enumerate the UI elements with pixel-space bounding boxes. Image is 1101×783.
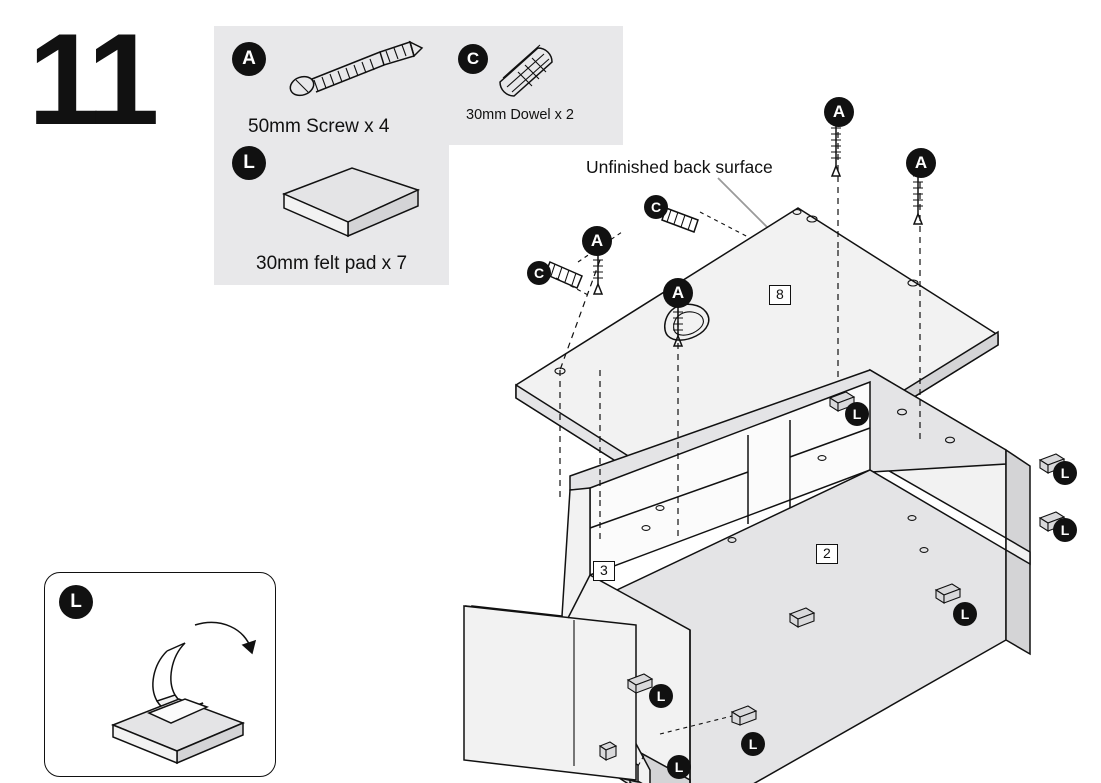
assembly-badge-a-3: A <box>582 226 612 256</box>
step-number: 11 <box>28 6 154 152</box>
felt-pad-detail-card <box>44 572 276 777</box>
assembly-badge-c-2: C <box>527 261 551 285</box>
assembly-badge-l-6: L <box>741 732 765 756</box>
part-badge-c: C <box>458 44 488 74</box>
assembly-badge-a-1: A <box>824 97 854 127</box>
detail-badge-l: L <box>59 585 93 619</box>
felt-pad-icon <box>274 160 454 250</box>
callout-panel-3: 3 <box>593 561 615 581</box>
screw-icon <box>288 46 468 126</box>
assembly-badge-l-3: L <box>1053 518 1077 542</box>
assembly-badge-l-2: L <box>1053 461 1077 485</box>
dowel-icon <box>494 40 614 110</box>
assembly-badge-a-4: A <box>663 278 693 308</box>
part-label-a: 50mm Screw x 4 <box>248 116 390 137</box>
assembly-badge-l-1: L <box>845 402 869 426</box>
assembly-badge-l-4: L <box>953 602 977 626</box>
callout-panel-2: 2 <box>816 544 838 564</box>
part-label-c: 30mm Dowel x 2 <box>466 107 574 123</box>
dowel-c-1 <box>662 208 698 232</box>
part-label-l: 30mm felt pad x 7 <box>256 253 408 274</box>
assembly-badge-l-7: L <box>667 755 691 779</box>
part-badge-l: L <box>232 146 266 180</box>
callout-panel-8: 8 <box>769 285 791 305</box>
assembly-badge-a-2: A <box>906 148 936 178</box>
felt-pad-shape-8 <box>600 742 616 760</box>
note-unfinished-back-surface: Unfinished back surface <box>586 157 773 177</box>
part-badge-a: A <box>232 42 266 76</box>
assembly-badge-l-5: L <box>649 684 673 708</box>
assembly-badge-c-1: C <box>644 195 668 219</box>
exploded-assembly-drawing <box>450 120 1101 780</box>
